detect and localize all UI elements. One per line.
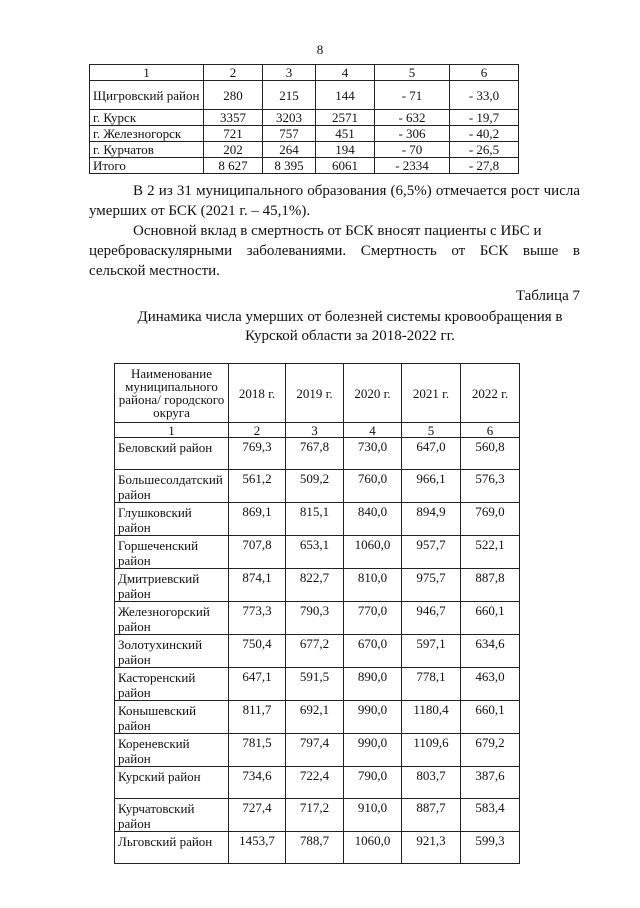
value-cell: - 632	[375, 110, 450, 126]
value-cell: 599,3	[461, 832, 520, 864]
value-cell: 692,1	[286, 701, 344, 734]
value-cell: 8 627	[204, 158, 263, 174]
value-cell: 921,3	[402, 832, 461, 864]
value-cell: 677,2	[286, 635, 344, 668]
value-cell: 781,5	[229, 734, 286, 767]
value-cell: 1109,6	[402, 734, 461, 767]
column-number-cell: 4	[344, 423, 402, 438]
value-cell: 194	[316, 142, 375, 158]
value-cell: 822,7	[286, 569, 344, 602]
value-cell: 788,7	[286, 832, 344, 864]
column-number-cell: 1	[115, 423, 229, 438]
value-cell: 387,6	[461, 767, 520, 799]
value-cell: 717,2	[286, 799, 344, 832]
value-cell: 767,8	[286, 438, 344, 470]
value-cell: 810,0	[344, 569, 402, 602]
value-cell: 975,7	[402, 569, 461, 602]
paragraph-contribution-line3: сельской местности.	[89, 263, 220, 279]
value-cell: 887,8	[461, 569, 520, 602]
value-cell: 778,1	[402, 668, 461, 701]
value-cell: 957,7	[402, 536, 461, 569]
value-cell: 874,1	[229, 569, 286, 602]
region-name-cell: Щигровский район	[90, 81, 204, 110]
value-cell: 707,8	[229, 536, 286, 569]
column-number-cell: 3	[263, 65, 316, 81]
table-row	[90, 81, 519, 110]
value-cell: 8 395	[263, 158, 316, 174]
region-name-cell: Кореневский район	[115, 734, 229, 767]
dynamics-table-body	[115, 364, 520, 864]
table-row	[115, 438, 520, 470]
table-row	[90, 142, 519, 158]
paragraph-growth: В 2 из 31 муниципального образования (6,5%) отмечается рост числа умерших от БСК (2021 г. – 45,1%).	[89, 183, 580, 219]
value-cell: - 70	[375, 142, 450, 158]
paragraph-contribution-line2: цереброваскулярными заболеваниями. Смертность от БСК выше в	[89, 243, 580, 259]
column-number-cell: 2	[229, 423, 286, 438]
value-cell: 966,1	[402, 470, 461, 503]
value-cell: 946,7	[402, 602, 461, 635]
value-cell: 1180,4	[402, 701, 461, 734]
value-cell: 1060,0	[344, 832, 402, 864]
value-cell: 887,7	[402, 799, 461, 832]
table-row	[115, 470, 520, 503]
year-column-header: 2022 г.	[461, 364, 520, 423]
value-cell: 769,3	[229, 438, 286, 470]
value-cell: 890,0	[344, 668, 402, 701]
value-cell: 811,7	[229, 701, 286, 734]
region-name-cell: Дмитриевский район	[115, 569, 229, 602]
table-row	[90, 110, 519, 126]
value-cell: - 33,0	[450, 81, 519, 110]
value-cell: 734,6	[229, 767, 286, 799]
table-header-row	[115, 364, 520, 423]
value-cell: 215	[263, 81, 316, 110]
column-number-cell: 2	[204, 65, 263, 81]
value-cell: 280	[204, 81, 263, 110]
mortality-summary-table	[89, 64, 519, 174]
year-column-header: 2020 г.	[344, 364, 402, 423]
value-cell: 990,0	[344, 734, 402, 767]
value-cell: - 27,8	[450, 158, 519, 174]
region-name-cell: Глушковский район	[115, 503, 229, 536]
table-row	[115, 635, 520, 668]
value-cell: - 306	[375, 126, 450, 142]
value-cell: 2571	[316, 110, 375, 126]
value-cell: 769,0	[461, 503, 520, 536]
value-cell: 634,6	[461, 635, 520, 668]
value-cell: 451	[316, 126, 375, 142]
column-number-cell: 6	[450, 65, 519, 81]
value-cell: 894,9	[402, 503, 461, 536]
value-cell: - 19,7	[450, 110, 519, 126]
table-row	[90, 158, 519, 174]
year-column-header: 2021 г.	[402, 364, 461, 423]
region-name-cell: г. Курчатов	[90, 142, 204, 158]
value-cell: 6061	[316, 158, 375, 174]
value-cell: 522,1	[461, 536, 520, 569]
table-header-row	[90, 65, 519, 81]
year-column-header: 2018 г.	[229, 364, 286, 423]
region-name-cell: Конышевский район	[115, 701, 229, 734]
column-number-cell: 5	[375, 65, 450, 81]
value-cell: 264	[263, 142, 316, 158]
region-name-cell: Железногорский район	[115, 602, 229, 635]
value-cell: 591,5	[286, 668, 344, 701]
value-cell: 760,0	[344, 470, 402, 503]
value-cell: - 40,2	[450, 126, 519, 142]
value-cell: 647,1	[229, 668, 286, 701]
table-row	[115, 832, 520, 864]
region-name-cell: Итого	[90, 158, 204, 174]
region-name-cell: Беловский район	[115, 438, 229, 470]
column-number-row	[115, 423, 520, 438]
value-cell: - 26,5	[450, 142, 519, 158]
column-number-cell: 4	[316, 65, 375, 81]
table-row	[115, 536, 520, 569]
value-cell: 840,0	[344, 503, 402, 536]
region-column-header: Наименование муниципального района/ городского округа	[115, 364, 229, 423]
column-number-cell: 6	[461, 423, 520, 438]
value-cell: 583,4	[461, 799, 520, 832]
summary-table-body	[90, 65, 519, 174]
cvd-mortality-dynamics-table	[114, 363, 520, 864]
table-row	[115, 767, 520, 799]
table-title: Динамика числа умерших от болезней системы кровообращения в Курской области за 2018-2022 гг.	[137, 309, 563, 344]
value-cell: 869,1	[229, 503, 286, 536]
table-row	[90, 126, 519, 142]
value-cell: 647,0	[402, 438, 461, 470]
value-cell: 463,0	[461, 668, 520, 701]
value-cell: 3203	[263, 110, 316, 126]
value-cell: 660,1	[461, 701, 520, 734]
value-cell: 730,0	[344, 438, 402, 470]
table-row	[115, 701, 520, 734]
value-cell: 144	[316, 81, 375, 110]
region-name-cell: г. Курск	[90, 110, 204, 126]
paragraph-contribution-line1: Основной вклад в смертность от БСК вносят пациенты с ИБС и	[133, 223, 542, 239]
value-cell: 790,3	[286, 602, 344, 635]
value-cell: 773,3	[229, 602, 286, 635]
value-cell: 790,0	[344, 767, 402, 799]
value-cell: 679,2	[461, 734, 520, 767]
table-row	[115, 503, 520, 536]
value-cell: 3357	[204, 110, 263, 126]
region-name-cell: г. Железногорск	[90, 126, 204, 142]
region-name-cell: Золотухинский район	[115, 635, 229, 668]
table-number-label: Таблица 7	[515, 288, 580, 304]
value-cell: 721	[204, 126, 263, 142]
value-cell: 727,4	[229, 799, 286, 832]
value-cell: 202	[204, 142, 263, 158]
value-cell: 1453,7	[229, 832, 286, 864]
column-number-cell: 5	[402, 423, 461, 438]
region-name-cell: Большесолдатский район	[115, 470, 229, 503]
region-name-cell: Курский район	[115, 767, 229, 799]
value-cell: 797,4	[286, 734, 344, 767]
value-cell: 561,2	[229, 470, 286, 503]
table-row	[115, 668, 520, 701]
column-number-cell: 3	[286, 423, 344, 438]
value-cell: 597,1	[402, 635, 461, 668]
region-name-cell: Касторенский район	[115, 668, 229, 701]
value-cell: 653,1	[286, 536, 344, 569]
value-cell: 509,2	[286, 470, 344, 503]
value-cell: 990,0	[344, 701, 402, 734]
value-cell: - 2334	[375, 158, 450, 174]
value-cell: 770,0	[344, 602, 402, 635]
value-cell: 660,1	[461, 602, 520, 635]
year-column-header: 2019 г.	[286, 364, 344, 423]
value-cell: 803,7	[402, 767, 461, 799]
region-name-cell: Курчатовский район	[115, 799, 229, 832]
value-cell: 757	[263, 126, 316, 142]
table-row	[115, 799, 520, 832]
page-number: 8	[316, 42, 324, 57]
value-cell: 722,4	[286, 767, 344, 799]
value-cell: 576,3	[461, 470, 520, 503]
region-name-cell: Горшеченский район	[115, 536, 229, 569]
table-row	[115, 602, 520, 635]
value-cell: - 71	[375, 81, 450, 110]
value-cell: 750,4	[229, 635, 286, 668]
column-number-cell: 1	[90, 65, 204, 81]
value-cell: 560,8	[461, 438, 520, 470]
value-cell: 670,0	[344, 635, 402, 668]
region-name-cell: Льговский район	[115, 832, 229, 864]
value-cell: 1060,0	[344, 536, 402, 569]
table-row	[115, 569, 520, 602]
value-cell: 910,0	[344, 799, 402, 832]
value-cell: 815,1	[286, 503, 344, 536]
table-row	[115, 734, 520, 767]
